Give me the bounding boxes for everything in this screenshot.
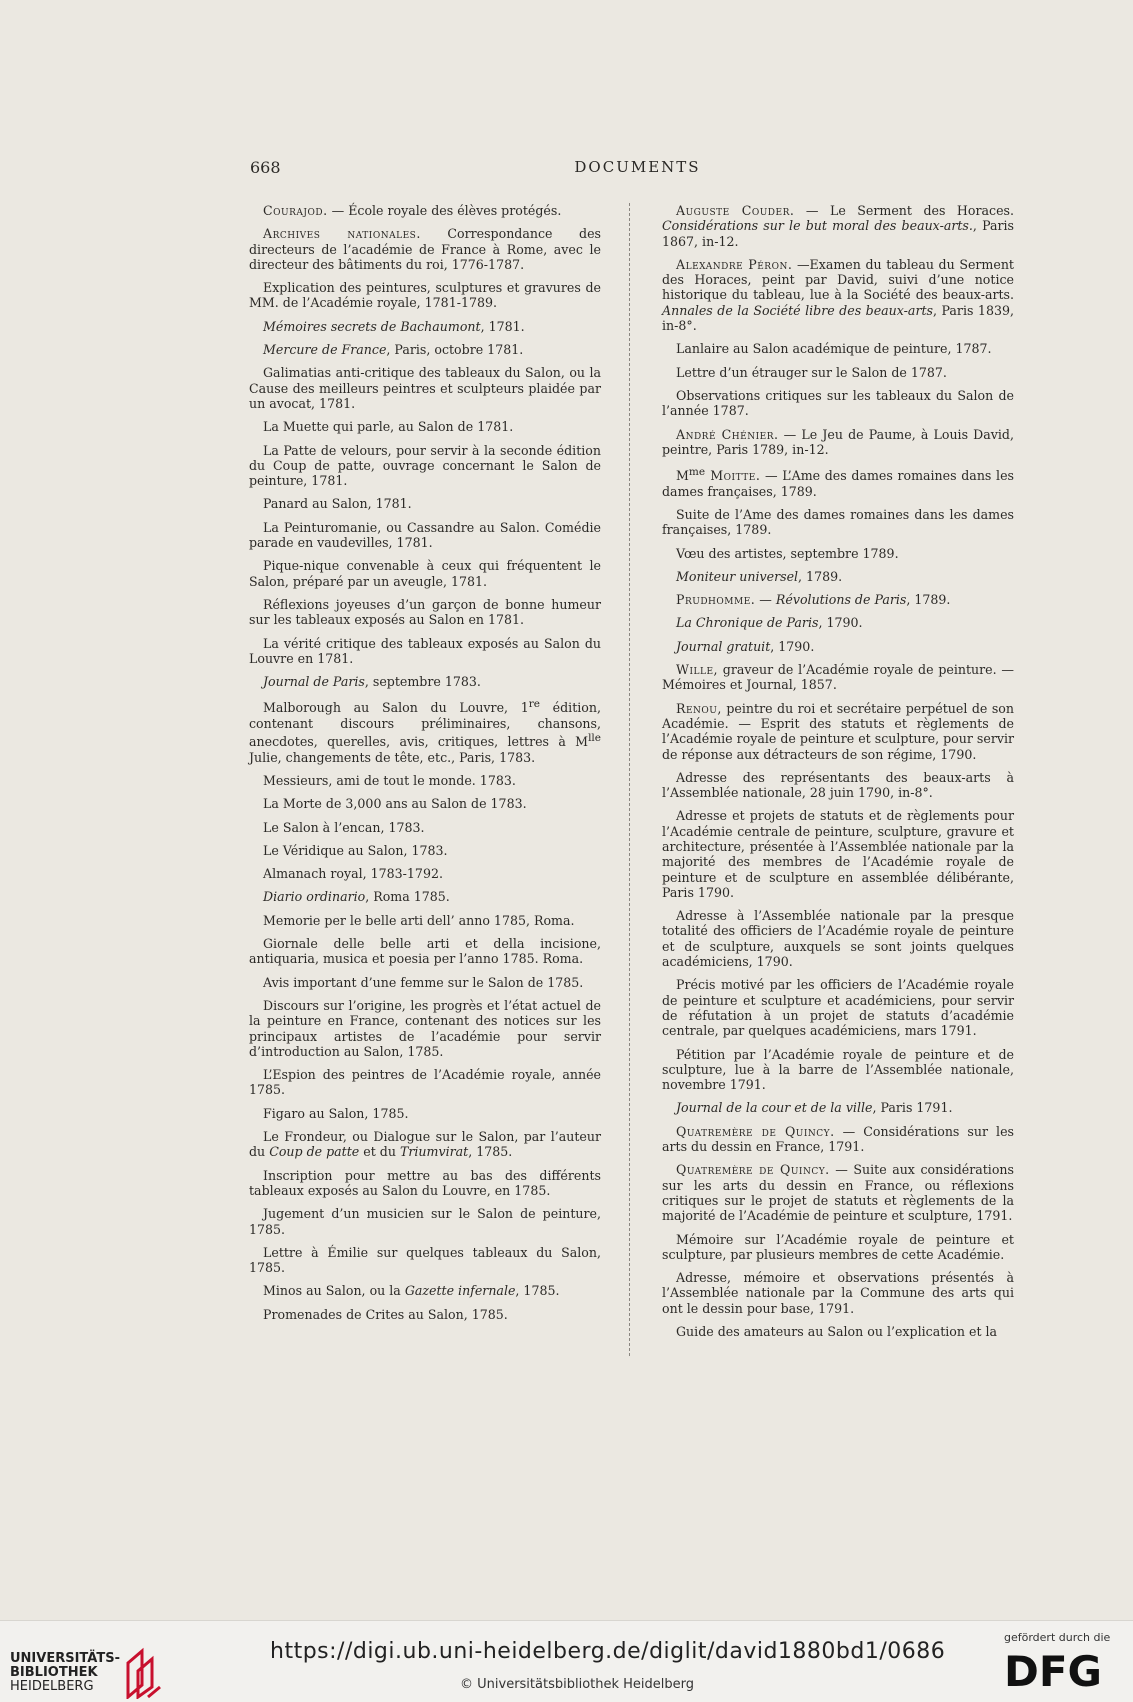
bibliography-entry	[662, 569, 1014, 584]
entry-text: Inscription pour mettre au bas des différents tableaux exposés au Salon du Louvre, en 1785.	[249, 1167, 601, 1198]
bibliography-entry	[249, 520, 601, 551]
entry-text: édition, contenant discours préliminaires, chansons, anecdotes, querelles, avis, critiques, lettres à M	[249, 700, 601, 750]
library-name-line3: HEIDELBERG	[10, 1679, 94, 1694]
dfg-funding[interactable]	[1004, 1631, 1124, 1696]
bibliography-entry	[249, 975, 601, 990]
bibliography-entry	[662, 203, 1014, 249]
entry-text: , 1785.	[468, 1144, 513, 1160]
entry-text: Discours sur l’origine, les progrès et l’état actuel de la peinture en France, contenant des notices sur les principaux artistes de l’académie pour servir d’introduction au Salon, 1785.	[249, 997, 601, 1059]
entry-text: — Considérations sur les arts du dessin en France, 1791.	[662, 1123, 1014, 1155]
bibliography-entry	[249, 697, 601, 765]
bibliography-entry	[249, 1106, 601, 1121]
entry-text: Adresse, mémoire et observations présentés à l’Assemblée nationale par la Commune des arts qui ont le dessin pour base, 1791.	[662, 1270, 1014, 1316]
entry-text: Vœu des artistes, septembre 1789.	[676, 545, 899, 561]
bibliography-entry	[662, 808, 1014, 900]
entry-text: , 1790.	[818, 615, 863, 631]
entry-text: Memorie per le belle arti dell’ anno 1785, Roma.	[263, 912, 575, 928]
right-column	[662, 203, 1014, 1347]
entry-text: Julie, changements de tête, etc., Paris, 1783.	[249, 749, 536, 765]
library-emblem-icon	[124, 1647, 164, 1699]
bibliography-entry	[662, 1100, 1014, 1115]
permalink-url[interactable]: https://digi.ub.uni-heidelberg.de/diglit/david1880bd1/0686	[270, 1639, 946, 1664]
entry-text: — Suite aux considérations sur les arts du dessin en France, ou réflexions critiques sur le projet de statuts et règlements de la majorité de l’Académie de peinture et sculpture, 1791.	[662, 1162, 1014, 1224]
bibliography-entry	[662, 465, 1014, 499]
entry-text: , 1789.	[798, 568, 843, 584]
entry-author: Quatremère de Quincy.	[676, 1123, 835, 1139]
entry-text: , 1789.	[906, 592, 951, 608]
bibliography-entry	[249, 1283, 601, 1298]
bibliography-entry	[662, 977, 1014, 1038]
entry-text: Pétition par l’Académie royale de peinture et de sculpture, lue à la barre de l’Assemblée nationale, novembre 1791.	[662, 1046, 1014, 1093]
bibliography-entry	[249, 419, 601, 434]
entry-text: Panard au Salon, 1781.	[263, 496, 412, 512]
entry-author: Quatremère de Quincy.	[676, 1162, 830, 1178]
bibliography-entry	[249, 226, 601, 272]
university-library-logo[interactable]	[10, 1647, 164, 1699]
entry-author: Alexandre Péron.	[676, 256, 793, 272]
bibliography-entry	[249, 203, 601, 218]
entry-text: Promenades de Crites au Salon, 1785.	[263, 1306, 508, 1322]
bibliography-entry	[662, 341, 1014, 356]
bibliography-entry	[249, 342, 601, 357]
entry-title: Journal de Paris	[263, 674, 365, 690]
entry-title: La Chronique de Paris	[676, 615, 819, 631]
entry-text: Le Frondeur, ou Dialogue sur le Salon, par l’auteur du	[249, 1129, 601, 1160]
bibliography-entry	[662, 770, 1014, 801]
entry-text: —	[755, 592, 776, 608]
entry-text: Réflexions joyeuses d’un garçon de bonne humeur sur les tableaux exposés au Salon en 1781.	[249, 596, 601, 628]
entry-title: Mémoires secrets de Bachaumont	[263, 318, 481, 334]
entry-text: — École royale des élèves protégés.	[327, 203, 562, 218]
entry-author: Archives nationales.	[263, 226, 421, 242]
entry-text: La vérité critique des tableaux exposés au Salon du Louvre en 1781.	[249, 635, 601, 666]
dfg-logo-icon	[1004, 1648, 1114, 1692]
entry-author: Renou,	[676, 700, 722, 716]
bibliography-entry	[249, 319, 601, 334]
entry-text: —Examen du tableau du Serment des Horaces, peint par David, suivi d’une notice historique du tableau, lue à la Société des beaux-arts.	[662, 256, 1014, 303]
left-column	[249, 203, 601, 1330]
entry-text: Messieurs, ami de tout le monde. 1783.	[263, 772, 516, 788]
bibliography-entry	[662, 908, 1014, 969]
entry-text: Guide des amateurs au Salon ou l’explication et la	[676, 1324, 998, 1339]
dfg-logo-text: DFG	[1004, 1648, 1103, 1692]
entry-text: Le Véridique au Salon, 1783.	[263, 842, 448, 858]
entry-text: — L’Ame des dames romaines dans les dames françaises, 1789.	[662, 468, 1015, 499]
entry-text: Giornale delle belle arti et della incisione, antiquaria, musica et poesia per l’anno 1785. Roma.	[249, 936, 601, 967]
bibliography-entry	[249, 443, 601, 489]
bibliography-entry	[662, 427, 1014, 458]
entry-text: peintre du roi et secrétaire perpétuel de son Académie. — Esprit des statuts et règlements de l’Académie royale de peinture et sculpture, pour servir de réponse aux détracteurs de son régime, 1790.	[662, 700, 1014, 762]
bibliography-entry	[249, 773, 601, 788]
bibliography-entry	[662, 257, 1014, 333]
entry-text: Adresse à l’Assemblée nationale par la presque totalité des officiers de l’Académie royale de peinture et de sculpture, auxquels se sont joints quelques académiciens, 1790.	[662, 908, 1014, 970]
page-header	[250, 158, 1025, 182]
entry-title: Triumvirat	[399, 1144, 469, 1160]
entry-text: , septembre 1783.	[364, 674, 481, 690]
entry-title: Considérations sur le but moral des beaux-arts.	[662, 218, 973, 234]
bibliography-entry	[662, 1124, 1014, 1155]
entry-text: Minos au Salon, ou la	[263, 1283, 405, 1299]
bibliography-entry	[249, 1129, 601, 1160]
entry-text: , Roma 1785.	[365, 889, 450, 905]
entry-author: Auguste Couder.	[676, 203, 795, 218]
entry-author: Courajod.	[263, 203, 328, 218]
entry-text: Pique-nique convenable à ceux qui fréquentent le Salon, préparé par un aveugle, 1781.	[249, 558, 601, 589]
entry-text: La Muette qui parle, au Salon de 1781.	[263, 419, 514, 435]
bibliography-entry	[249, 365, 601, 411]
entry-author: Wille,	[676, 662, 719, 678]
entry-text: La Patte de velours, pour servir à la seconde édition du Coup de patte, ouvrage concernant le Salon de peinture, 1781.	[249, 442, 601, 489]
bibliography-entry	[662, 615, 1014, 630]
entry-text: Adresse et projets de statuts et de règlements pour l’Académie centrale de peinture, sculpture, gravure et architecture, présentée à l’Assemblée nationale par la majorité des membres de l’Académie royale de peinture et de sculpture en assemblée délibérante, Paris 1790.	[662, 808, 1014, 900]
bibliography-entry	[249, 1168, 601, 1199]
entry-text: Lanlaire au Salon académique de peinture, 1787.	[676, 341, 992, 357]
entry-text: , 1785.	[515, 1283, 560, 1299]
entry-text: , Paris 1867, in-12.	[662, 218, 1015, 249]
copyright-notice: © Universitätsbibliothek Heidelberg	[460, 1677, 695, 1692]
entry-text: Galimatias anti-critique des tableaux du Salon, ou la Cause des meilleurs peintres et sculpteurs plaidée par un avocat, 1781.	[249, 365, 601, 411]
entry-text: , Paris 1791.	[872, 1100, 953, 1116]
bibliography-entry	[249, 674, 601, 689]
bibliography-entry	[249, 1067, 601, 1098]
funding-note: gefördert durch die	[1004, 1631, 1111, 1644]
bibliography-entry	[249, 496, 601, 511]
entry-text: et du	[359, 1144, 400, 1160]
viewer-footer	[0, 1620, 1133, 1702]
entry-text: Malborough au Salon du Louvre, 1	[263, 700, 529, 716]
bibliography-entry	[662, 388, 1014, 419]
bibliography-entry	[662, 592, 1014, 607]
bibliography-entry	[249, 820, 601, 835]
bibliography-entry	[662, 1162, 1014, 1223]
entry-author: André Chénier.	[676, 426, 779, 442]
column-divider	[629, 203, 630, 1356]
bibliography-entry	[249, 796, 601, 811]
entry-title: Diario ordinario	[263, 889, 366, 905]
entry-text: Le Salon à l’encan, 1783.	[263, 819, 425, 835]
entry-text: Lettre d’un étrauger sur le Salon de 1787.	[676, 364, 947, 380]
page-number: 668	[250, 158, 281, 177]
bibliography-entry	[662, 507, 1014, 538]
bibliography-entry	[662, 662, 1014, 693]
entry-title: Moniteur universel	[676, 568, 799, 584]
entry-text: M	[676, 468, 689, 484]
entry-title: Coup de patte	[269, 1144, 360, 1160]
entry-title: Révolutions de Paris	[775, 592, 907, 608]
bibliography-entry	[662, 639, 1014, 654]
entry-text: Almanach royal, 1783-1792.	[263, 866, 443, 882]
entry-text: La Morte de 3,000 ans au Salon de 1783.	[263, 796, 527, 812]
entry-title: Gazette infernale	[404, 1283, 516, 1299]
bibliography-entry	[249, 1307, 601, 1322]
entry-text: Suite de l’Ame des dames romaines dans les dames françaises, 1789.	[662, 506, 1014, 538]
entry-text: Observations critiques sur les tableaux du Salon de l’année 1787.	[662, 387, 1014, 419]
bibliography-entry	[662, 1232, 1014, 1263]
entry-text: Lettre à Émilie sur quelques tableaux du Salon, 1785.	[249, 1244, 601, 1276]
bibliography-entry	[249, 636, 601, 667]
bibliography-entry	[249, 913, 601, 928]
entry-text: Mémoire sur l’Académie royale de peinture et sculpture, par plusieurs membres de cette Académie.	[662, 1231, 1014, 1262]
bibliography-entry	[249, 889, 601, 904]
bibliography-entry	[662, 1324, 1014, 1339]
entry-author: Moitte.	[705, 468, 761, 484]
entry-text: me	[688, 466, 706, 479]
entry-text: Précis motivé par les officiers de l’Académie royale de peinture et sculpture et académiciens, pour servir de réfutation à un projet de statuts d’académie centrale, par quelques académiciens, mars 1791.	[662, 977, 1014, 1039]
library-name-line2: BIBLIOTHEK	[10, 1665, 98, 1680]
entry-text: , Paris, octobre 1781.	[386, 342, 524, 358]
entry-author: Prudhomme.	[676, 592, 756, 608]
entry-title: Journal gratuit	[676, 638, 771, 654]
bibliography-entry	[249, 1206, 601, 1237]
entry-text: Jugement d’un musicien sur le Salon de peinture, 1785.	[249, 1206, 601, 1237]
entry-title: Annales de la Société libre des beaux-arts	[662, 302, 933, 318]
entry-text: graveur de l’Académie royale de peinture. — Mémoires et Journal, 1857.	[662, 662, 1014, 693]
bibliography-entry	[249, 866, 601, 881]
entry-text: L’Espion des peintres de l’Académie royale, année 1785.	[249, 1067, 601, 1098]
bibliography-entry	[249, 1245, 601, 1276]
entry-text: Correspondance des directeurs de l’académie de France à Rome, avec le directeur des bâtiments du roi, 1776-1787.	[249, 226, 601, 272]
entry-text: Avis important d’une femme sur le Salon de 1785.	[263, 974, 584, 990]
entry-text: , Paris 1839, in-8°.	[662, 302, 1014, 334]
bibliography-entry	[249, 843, 601, 858]
bibliography-entry	[249, 280, 601, 311]
entry-text: lle	[588, 732, 601, 745]
entry-title: Mercure de France	[263, 342, 387, 358]
entry-text: La Peinturomanie, ou Cassandre au Salon. Comédie parade en vaudevilles, 1781.	[249, 519, 601, 551]
bibliography-entry	[662, 1270, 1014, 1316]
bibliography-entry	[662, 365, 1014, 380]
entry-text: Explication des peintures, sculptures et gravures de MM. de l’Académie royale, 1781-1789.	[249, 280, 601, 311]
bibliography-entry	[249, 558, 601, 589]
entry-text: — Le Serment des Horaces.	[794, 203, 1014, 218]
library-name-line1: UNIVERSITÄTS-	[10, 1651, 120, 1666]
bibliography-entry	[249, 597, 601, 628]
bibliography-entry	[662, 1047, 1014, 1093]
entry-text: , 1790.	[770, 638, 815, 654]
bibliography-entry	[662, 701, 1014, 762]
running-title: DOCUMENTS	[574, 158, 701, 176]
entry-text: Adresse des représentants des beaux-arts à l’Assemblée nationale, 28 juin 1790, in-8°.	[662, 769, 1014, 801]
bibliography-entry	[249, 936, 601, 967]
dfg-logo	[1004, 1648, 1124, 1696]
entry-text: Figaro au Salon, 1785.	[263, 1105, 409, 1121]
entry-text: re	[528, 698, 540, 711]
entry-title: Journal de la cour et de la ville	[676, 1100, 873, 1116]
entry-text: , 1781.	[480, 318, 525, 334]
bibliography-entry	[249, 998, 601, 1059]
bibliography-entry	[662, 546, 1014, 561]
entry-text: — Le Jeu de Paume, à Louis David, peintre, Paris 1789, in-12.	[662, 426, 1014, 457]
